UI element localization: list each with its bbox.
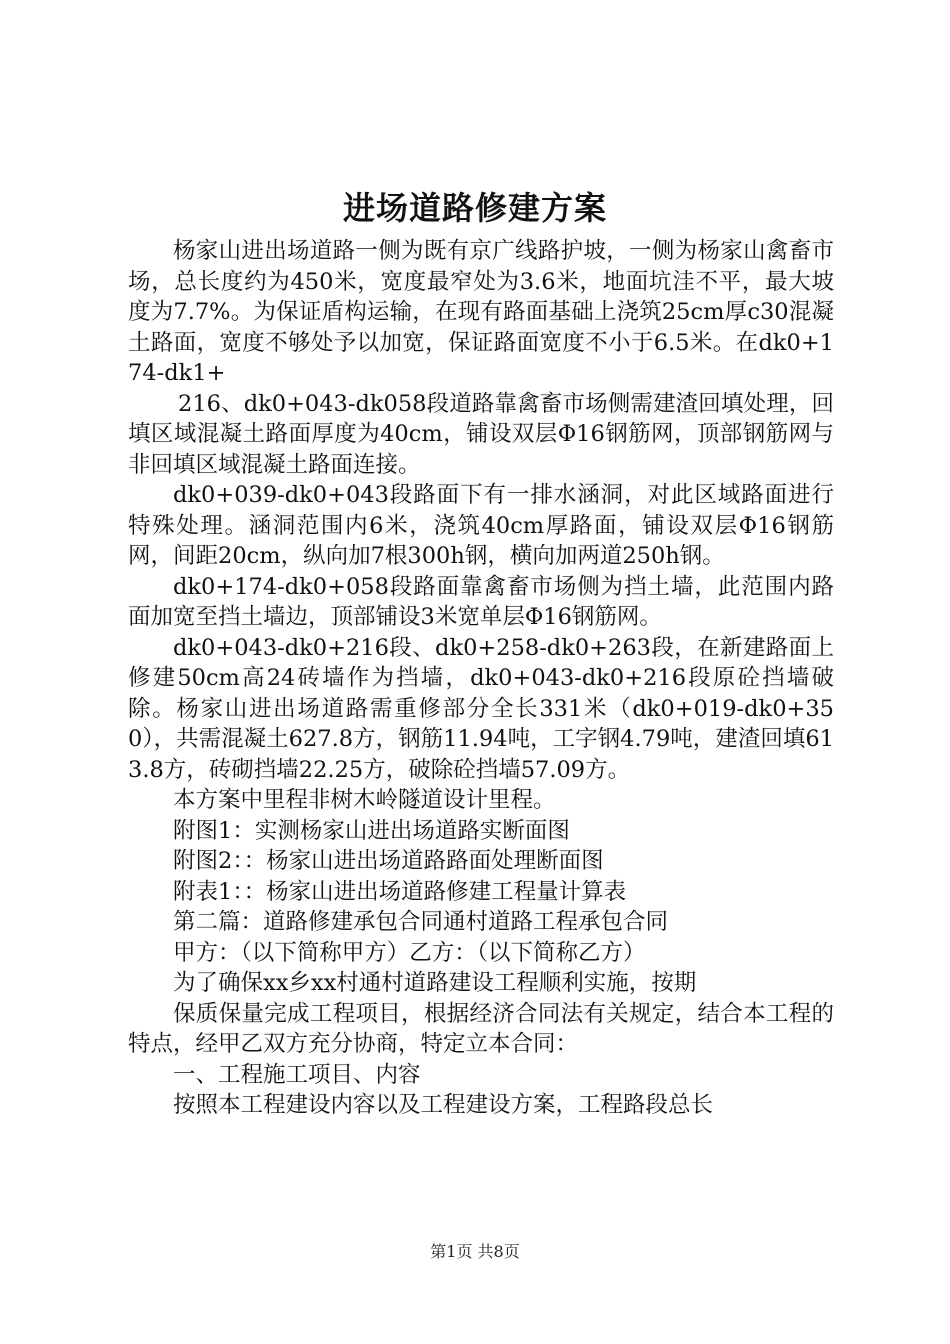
- document-title: 进场道路修建方案: [342, 189, 607, 227]
- paragraph-8: 附图2：：杨家山进出场道路路面处理断面图: [173, 848, 604, 874]
- document-body: [128, 236, 834, 1121]
- paragraph-3: dk0+039-dk0+043段路面下有一排水涵洞，对此区域路面进行特殊处理。涵洞范围内6米，浇筑40cm厚路面，铺设双层Φ16钢筋网，间距20cm，纵向加7根300h钢，横向加两道250h钢。: [128, 482, 834, 569]
- paragraph-11: 甲方：（以下简称甲方）乙方：（以下简称乙方）: [173, 939, 646, 966]
- paragraph-2: 216、dk0+043-dk058段道路靠禽畜市场侧需建渣回填处理，回填区域混凝土路面厚度为40cm，铺设双层Φ16钢筋网，顶部钢筋网与非回填区域混凝土路面连接。: [128, 390, 834, 478]
- paragraph-13: 保质保量完成工程项目，根据经济合同法有关规定，结合本工程的特点，经甲乙双方充分协商，特定立本合同：: [128, 1000, 834, 1057]
- paragraph-7: 附图1：实测杨家山进出场道路实断面图: [173, 817, 570, 844]
- paragraph-12: 为了确保xx乡xx村通村道路建设工程顺利实施，按期: [173, 970, 697, 996]
- page-footer: 第1页 共8页: [430, 1242, 520, 1261]
- paragraph-15: 按照本工程建设内容以及工程建设方案，工程路段总长: [173, 1092, 714, 1118]
- paragraph-14: 一、工程施工项目、内容: [173, 1061, 421, 1088]
- paragraph-9: 附表1：：杨家山进出场道路修建工程量计算表: [173, 878, 627, 905]
- paragraph-5: dk0+043-dk0+216段、dk0+258-dk0+263段，在新建路面上修建50cm高24砖墙作为挡墙，dk0+043-dk0+216段原砼挡墙破除。杨家山进出场道路需重修部分全长331米（dk0+019-dk0+350），共需混凝土627.8方，钢筋11.94吨，工字钢4.79吨，建渣回填613.8方，砖砌挡墙22.25方，破除砼挡墙57.09方。: [128, 634, 834, 783]
- paragraph-1: 杨家山进出场道路一侧为既有京广线路护坡，一侧为杨家山禽畜市场，总长度约为450米，宽度最窄处为3.6米，地面坑洼不平，最大坡度为7.7%。为保证盾构运输，在现有路面基础上浇筑25cm厚c30混凝土路面，宽度不够处予以加宽，保证路面宽度不小于6.5米。在dk0+174-dk1+: [128, 238, 834, 386]
- paragraph-6: 本方案中里程非树木岭隧道设计里程。: [173, 787, 556, 813]
- paragraph-10: 第二篇：道路修建承包合同通村道路工程承包合同: [173, 909, 669, 935]
- paragraph-4: dk0+174-dk0+058段路面靠禽畜市场侧为挡土墙，此范围内路面加宽至挡土墙边，顶部铺设3米宽单层Φ16钢筋网。: [128, 573, 834, 630]
